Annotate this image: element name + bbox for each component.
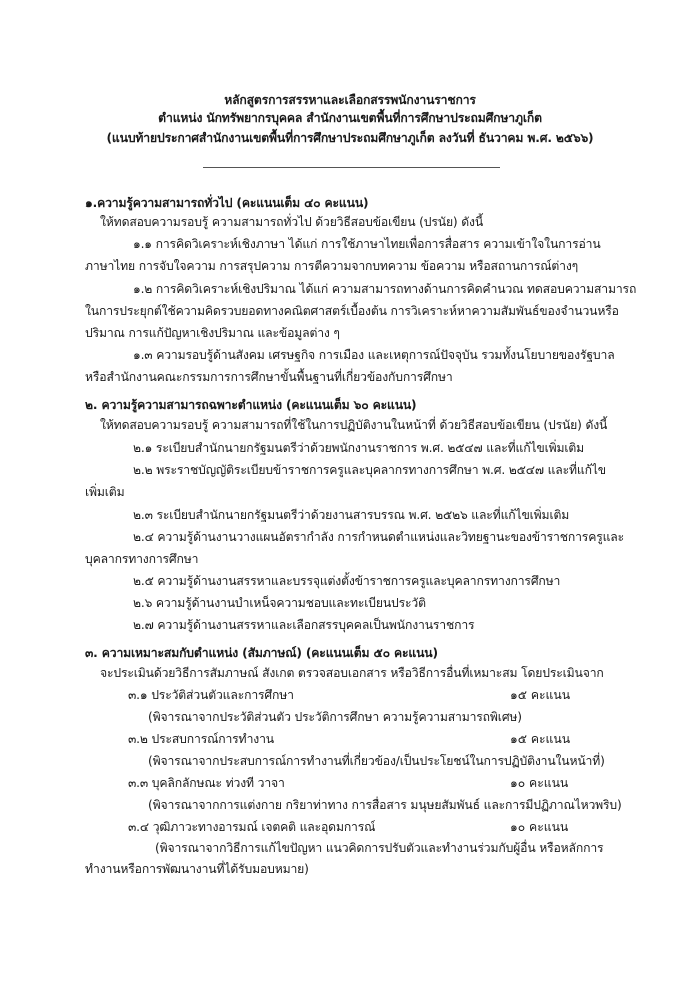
section3-item3-score: ๑๐ คะแนน xyxy=(510,776,569,790)
header-divider xyxy=(203,167,500,168)
section2-item2-line1: ๒.๒ พระราชบัญญัติระเบียบข้าราชการครูและบุคลากรทางการศึกษา พ.ศ. ๒๕๔๗ และที่แก้ไข xyxy=(133,463,606,477)
section1-heading: ๑.ความรู้ความสามารถทั่วไป (คะแนนเต็ม ๔๐ คะแนน) xyxy=(85,196,369,210)
section2-item5: ๒.๕ ความรู้ด้านงานสรรหาและบรรจุแต่งตั้งข้าราชการครูและบุคลากรทางการศึกษา xyxy=(133,574,561,588)
section3-item3-note: (พิจารณาจากการแต่งกาย กริยาท่าทาง การสื่อสาร มนุษยสัมพันธ์ และการมีปฏิภาณไหวพริบ) xyxy=(148,798,622,812)
section3-item3-label: ๓.๓ บุคลิกลักษณะ ท่วงที วาจา xyxy=(128,776,285,790)
section3-intro: จะประเมินด้วยวิธีการสัมภาษณ์ สังเกต ตรวจสอบเอกสาร หรือวิธีการอื่นที่เหมาะสม โดยประเมินจาก xyxy=(100,666,604,680)
section3-item4-label: ๓.๔ วุฒิภาวะทางอารมณ์ เจตคติ และอุดมการณ์ xyxy=(128,820,376,834)
section3-heading: ๓. ความเหมาะสมกับตำแหน่ง (สัมภาษณ์) (คะแนนเต็ม ๕๐ คะแนน) xyxy=(85,646,438,660)
section1-item2-line3: ปริมาณ การแก้ปัญหาเชิงปริมาณ และข้อมูลต่าง ๆ xyxy=(85,326,340,340)
section1-item3-line2: หรือสำนักงานคณะกรรมการการศึกษาขั้นพื้นฐานที่เกี่ยวข้องกับการศึกษา xyxy=(85,370,453,384)
section3-item1-score: ๑๕ คะแนน xyxy=(510,688,571,702)
section2-item3: ๒.๓ ระเบียบสำนักนายกรัฐมนตรีว่าด้วยงานสารบรรณ พ.ศ. ๒๕๒๖ และที่แก้ไขเพิ่มเติม xyxy=(133,508,570,522)
section2-item2-line2: เพิ่มเติม xyxy=(85,485,125,499)
section3-item4-score: ๑๐ คะแนน xyxy=(510,820,569,834)
section3-item2-score: ๑๕ คะแนน xyxy=(510,732,571,746)
section3-item4-note-line1: (พิจารณาจากวิธีการแก้ไขปัญหา แนวคิดการปรับตัวและทำงานร่วมกับผู้อื่น หรือหลักการ xyxy=(155,841,604,855)
section1-item1-line1: ๑.๑ การคิดวิเคราะห์เชิงภาษา ได้แก่ การใช้ภาษาไทยเพื่อการสื่อสาร ความเข้าใจในการอ่าน xyxy=(133,237,601,251)
position-title: ตำแหน่ง นักทรัพยากรบุคคล สำนักงานเขตพื้นที่การศึกษาประถมศึกษาภูเก็ต xyxy=(158,111,542,125)
section2-item1: ๒.๑ ระเบียบสำนักนายกรัฐมนตรีว่าด้วยพนักงานราชการ พ.ศ. ๒๕๔๗ และที่แก้ไขเพิ่มเติม xyxy=(133,441,585,455)
section1-item3-line1: ๑.๓ ความรอบรู้ด้านสังคม เศรษฐกิจ การเมือง และเหตุการณ์ปัจจุบัน รวมทั้งนโยบายของรัฐบาล xyxy=(133,348,615,362)
section2-item7: ๒.๗ ความรู้ด้านงานสรรหาและเลือกสรรบุคคลเป็นพนักงานราชการ xyxy=(133,618,475,632)
section2-item4-line1: ๒.๔ ความรู้ด้านงานวางแผนอัตรากำลัง การกำหนดตำแหน่งและวิทยฐานะของข้าราชการครูและ xyxy=(133,530,625,544)
section1-item1-line2: ภาษาไทย การจับใจความ การสรุปความ การตีความจากบทความ ข้อความ หรือสถานการณ์ต่างๆ xyxy=(85,259,579,273)
annex-line: (แนบท้ายประกาศสำนักงานเขตพื้นที่การศึกษาประถมศึกษาภูเก็ต ลงวันที่ ธันวาคม พ.ศ. ๒๕๖๖) xyxy=(106,131,594,145)
document-title: หลักสูตรการสรรหาและเลือกสรรพนักงานราชการ xyxy=(224,93,476,107)
section3-item2-label: ๓.๒ ประสบการณ์การทำงาน xyxy=(128,732,274,746)
section3-item4-note-line2: ทำงานหรือการพัฒนางานที่ได้รับมอบหมาย) xyxy=(85,862,309,876)
section3-item1-note: (พิจารณาจากประวัติส่วนตัว ประวัติการศึกษา ความรู้ความสามารถพิเศษ) xyxy=(148,710,522,724)
section2-item6: ๒.๖ ความรู้ด้านงานบำเหน็จความชอบและทะเบียนประวัติ xyxy=(133,596,426,610)
section1-item2-line1: ๑.๒ การคิดวิเคราะห์เชิงปริมาณ ได้แก่ ความสามารถทางด้านการคิดคำนวณ ทดสอบความสามารถ xyxy=(133,282,637,296)
section2-heading: ๒. ความรู้ความสามารถฉพาะตำแหน่ง (คะแนนเต็ม ๖๐ คะแนน) xyxy=(85,398,417,412)
section1-item2-line2: ในการประยุกต์ใช้ความคิดรวบยอดทางคณิตศาสตร์เบื้องต้น การวิเคราะห์หาความสัมพันธ์ของจำนวนหรือ xyxy=(85,304,619,318)
section3-item2-note: (พิจารณาจากประสบการณ์การทำงานที่เกี่ยวข้อง/เป็นประโยชน์ในการปฏิบัติงานในหน้าที่) xyxy=(148,754,605,768)
section2-item4-line2: บุคลากรทางการศึกษา xyxy=(85,552,199,566)
section2-intro: ให้ทดสอบความรอบรู้ ความสามารถที่ใช้ในการปฏิบัติงานในหน้าที่ ด้วยวิธีสอบข้อเขียน (ปรนัย) ดังนี้ xyxy=(100,418,608,432)
section3-item1-label: ๓.๑ ประวัติส่วนตัวและการศึกษา xyxy=(128,688,294,702)
section1-intro: ให้ทดสอบความรอบรู้ ความสามารถทั่วไป ด้วยวิธีสอบข้อเขียน (ปรนัย) ดังนี้ xyxy=(100,215,484,229)
